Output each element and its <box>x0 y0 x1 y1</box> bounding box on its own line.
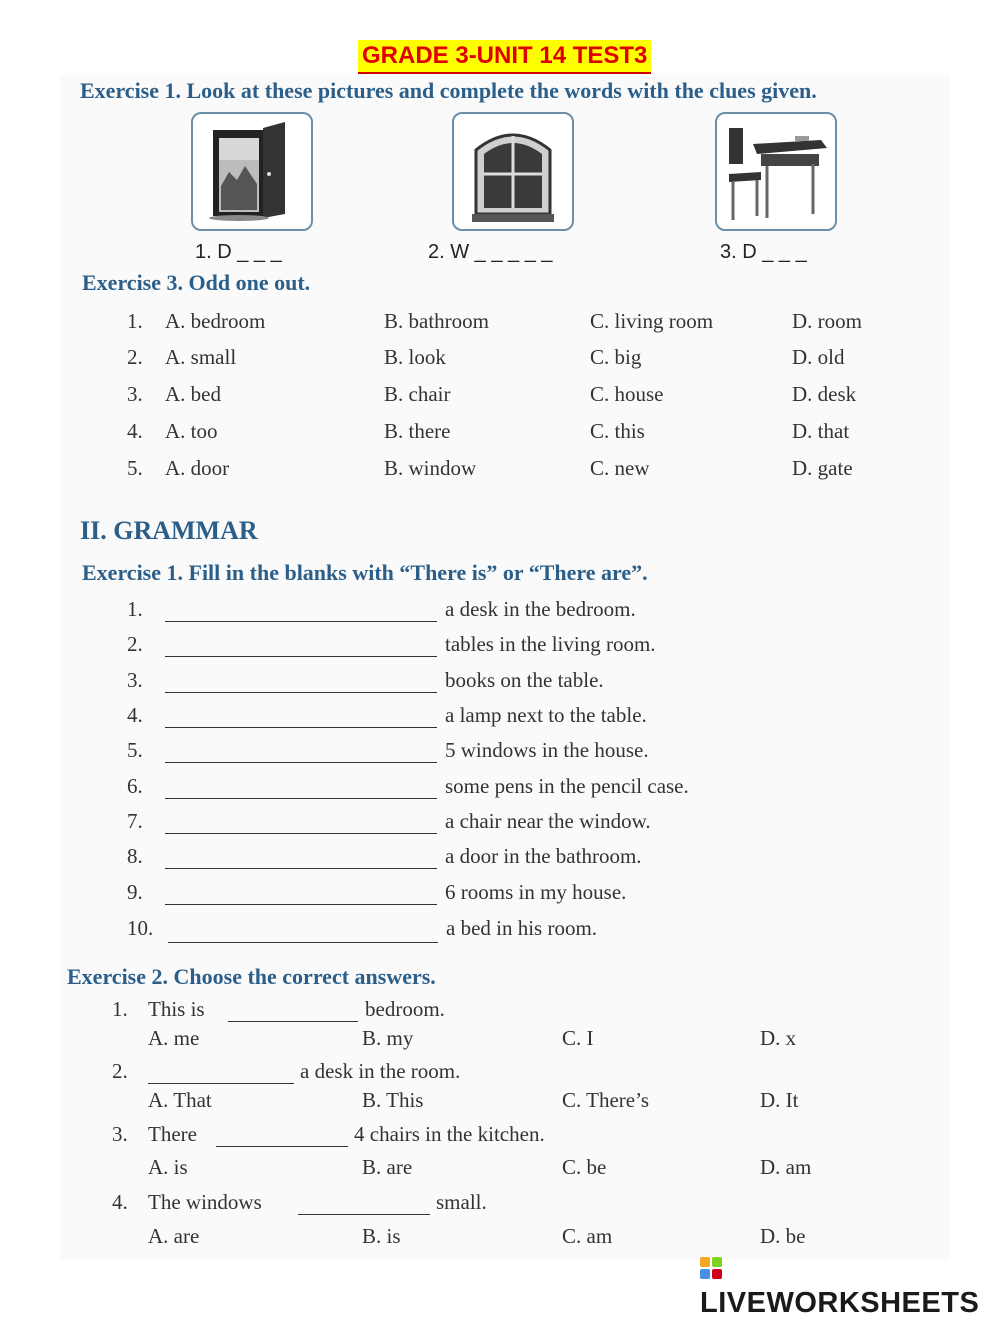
exercise-1-heading: Exercise 1. Look at these pictures and complete the words with the clues given. <box>80 78 817 103</box>
option-b: B. there <box>384 419 451 443</box>
option-b: B. window <box>384 456 477 480</box>
question-prefix: There <box>148 1122 197 1146</box>
picture-2-caption: 2. W _ _ _ _ _ <box>428 241 553 263</box>
grammar-heading: II. GRAMMAR <box>80 516 258 545</box>
option-a: A. bedroom <box>165 309 266 333</box>
liveworksheets-logo-icon <box>700 1257 722 1281</box>
question-number: 3. <box>127 668 143 692</box>
option-c: C. living room <box>590 309 714 333</box>
question-number: 6. <box>127 774 143 798</box>
option-b[interactable]: B. my <box>362 1026 414 1050</box>
option-b: B. look <box>384 345 446 369</box>
answer-blank[interactable] <box>298 1214 430 1215</box>
odd-one-out-row <box>0 345 1000 375</box>
answer-blank[interactable] <box>165 868 437 869</box>
option-d: D. old <box>792 345 845 369</box>
question-suffix: small. <box>436 1190 487 1214</box>
answer-blank[interactable] <box>216 1146 348 1147</box>
sentence-text: a door in the bathroom. <box>445 844 642 868</box>
answer-blank[interactable] <box>165 656 437 657</box>
question-number: 2. <box>127 345 143 369</box>
sentence-text: a bed in his room. <box>446 916 598 940</box>
fill-blank-row <box>0 774 1000 804</box>
option-b[interactable]: B. This <box>362 1088 424 1112</box>
question-number: 4. <box>127 419 143 443</box>
liveworksheets-brand <box>700 1252 1000 1319</box>
question-number: 1. <box>112 997 128 1021</box>
page-title: GRADE 3-UNIT 14 TEST3 <box>358 40 651 74</box>
answer-blank[interactable] <box>165 762 437 763</box>
odd-one-out-row <box>0 382 1000 412</box>
answer-blank[interactable] <box>165 798 437 799</box>
sentence-text: 6 rooms in my house. <box>445 880 627 904</box>
question-line <box>0 1059 1000 1089</box>
option-b[interactable]: B. are <box>362 1155 413 1179</box>
desk-icon <box>717 114 835 229</box>
option-a[interactable]: A. That <box>148 1088 212 1112</box>
option-d: D. room <box>792 309 862 333</box>
option-a[interactable]: A. me <box>148 1026 200 1050</box>
option-d: D. desk <box>792 382 857 406</box>
fill-blank-row <box>0 703 1000 733</box>
picture-1-caption: 1. D _ _ _ <box>195 241 282 263</box>
question-suffix: bedroom. <box>365 997 445 1021</box>
question-number: 9. <box>127 880 143 904</box>
option-c: C. house <box>590 382 664 406</box>
option-c[interactable]: C. I <box>562 1026 594 1050</box>
option-b: B. bathroom <box>384 309 489 333</box>
answer-blank[interactable] <box>165 621 437 622</box>
sentence-text: a chair near the window. <box>445 809 651 833</box>
question-number: 3. <box>127 382 143 406</box>
option-c[interactable]: C. There’s <box>562 1088 650 1112</box>
window-icon <box>454 114 572 229</box>
option-c[interactable]: C. am <box>562 1224 613 1248</box>
grammar-exercise-2-heading: Exercise 2. Choose the correct answers. <box>67 964 436 989</box>
question-number: 2. <box>112 1059 128 1083</box>
option-d[interactable]: D. It <box>760 1088 799 1112</box>
option-c: C. big <box>590 345 642 369</box>
question-number: 10. <box>127 916 154 940</box>
option-a[interactable]: A. is <box>148 1155 188 1179</box>
picture-window <box>452 112 574 231</box>
fill-blank-row <box>0 632 1000 662</box>
question-prefix: This is <box>148 997 205 1021</box>
option-a: A. small <box>165 345 237 369</box>
option-d[interactable]: D. be <box>760 1224 806 1248</box>
fill-blank-row <box>0 668 1000 698</box>
option-d[interactable]: D. am <box>760 1155 812 1179</box>
brand-text: LIVEWORKSHEETS <box>700 1287 980 1319</box>
sentence-text: 5 windows in the house. <box>445 738 649 762</box>
option-a[interactable]: A. are <box>148 1224 200 1248</box>
sentence-text: books on the table. <box>445 668 604 692</box>
option-c: C. new <box>590 456 650 480</box>
option-d[interactable]: D. x <box>760 1026 797 1050</box>
answer-blank[interactable] <box>165 727 437 728</box>
question-suffix: 4 chairs in the kitchen. <box>354 1122 545 1146</box>
question-number: 4. <box>127 703 143 727</box>
option-a: A. door <box>165 456 230 480</box>
option-d: D. that <box>792 419 850 443</box>
option-c: C. this <box>590 419 645 443</box>
answer-blank[interactable] <box>228 1021 358 1022</box>
answer-blank[interactable] <box>165 904 437 905</box>
question-line <box>0 1190 1000 1220</box>
answer-blank[interactable] <box>165 833 437 834</box>
fill-blank-row <box>0 844 1000 874</box>
sentence-text: tables in the living room. <box>445 632 656 656</box>
question-number: 5. <box>127 738 143 762</box>
question-number: 5. <box>127 456 143 480</box>
sentence-text: a lamp next to the table. <box>445 703 647 727</box>
question-prefix: The windows <box>148 1190 262 1214</box>
answer-options <box>0 1088 1000 1118</box>
question-number: 2. <box>127 632 143 656</box>
odd-one-out-row <box>0 419 1000 449</box>
answer-blank[interactable] <box>165 692 437 693</box>
question-line <box>0 997 1000 1027</box>
option-d: D. gate <box>792 456 853 480</box>
question-number: 7. <box>127 809 143 833</box>
grammar-exercise-1-heading: Exercise 1. Fill in the blanks with “There is” or “There are”. <box>82 560 648 585</box>
door-icon <box>193 114 311 229</box>
picture-desk <box>715 112 837 231</box>
question-number: 8. <box>127 844 143 868</box>
sentence-text: some pens in the pencil case. <box>445 774 689 798</box>
option-b: B. chair <box>384 382 451 406</box>
question-suffix: a desk in the room. <box>300 1059 461 1083</box>
fill-blank-row <box>0 597 1000 627</box>
option-c[interactable]: C. be <box>562 1155 607 1179</box>
answer-options <box>0 1224 1000 1254</box>
picture-door <box>191 112 313 231</box>
fill-blank-row <box>0 809 1000 839</box>
answer-blank[interactable] <box>148 1083 294 1084</box>
fill-blank-row <box>0 738 1000 768</box>
picture-3-caption: 3. D _ _ _ <box>720 241 807 263</box>
answer-options <box>0 1026 1000 1056</box>
question-number: 4. <box>112 1190 128 1214</box>
odd-one-out-row <box>0 309 1000 339</box>
option-a: A. too <box>165 419 218 443</box>
fill-blank-row <box>0 916 1000 946</box>
odd-one-out-row <box>0 456 1000 486</box>
option-a: A. bed <box>165 382 221 406</box>
option-b[interactable]: B. is <box>362 1224 401 1248</box>
answer-options <box>0 1155 1000 1185</box>
question-number: 1. <box>127 597 143 621</box>
question-number: 3. <box>112 1122 128 1146</box>
question-number: 1. <box>127 309 143 333</box>
sentence-text: a desk in the bedroom. <box>445 597 636 621</box>
exercise-3-heading: Exercise 3. Odd one out. <box>82 270 311 295</box>
answer-blank[interactable] <box>168 942 438 943</box>
fill-blank-row <box>0 880 1000 910</box>
question-line <box>0 1122 1000 1152</box>
